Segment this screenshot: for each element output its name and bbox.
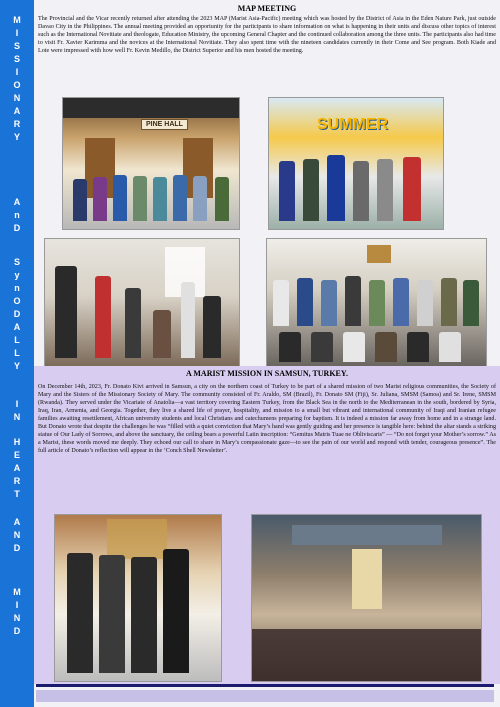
map-meeting-paragraph: The Provincial and the Vicar recently returned after attending the 2023 MAP (Marist Asia-Pacific) meeting which was hosted by the District of Asia in the Eden Nature Park, just outside Davao City in the Philippines. The annual meeting provided an opportunity for the participants to share information on what is happening in their units and discuss other topics of interest such as the International Novitiate and theologate, Education Ministry, the upcoming General Chapter and the continued collaboration among the three units. The participants also had time to visit Fr. Xavier Karimma and the novices at the International Novitiate. They also spent time with the nineteen candidates currently in their Come and See program. Both Kiade and Lote were impressed with how well Fr. Kevin Medillo, the District Superior and his men hosted the meeting. <box>38 16 496 54</box>
sidebar-letter: E <box>13 450 20 460</box>
sidebar-word-vertical <box>0 398 34 424</box>
sidebar-word-vertical <box>0 586 34 638</box>
photo-community-four <box>54 514 222 682</box>
sidebar-word-heart <box>0 436 34 501</box>
sidebar-word-vertical <box>0 14 34 144</box>
sidebar-letter: D <box>13 223 21 233</box>
footer-band <box>36 690 494 702</box>
sidebar-letter: D <box>13 626 21 636</box>
sidebar-banner <box>0 0 36 707</box>
sidebar-letter: A <box>13 463 21 473</box>
sidebar-letter: M <box>13 587 21 597</box>
sidebar-letter: O <box>13 296 21 306</box>
sidebar-letter: I <box>15 600 19 610</box>
photo-church-congregation <box>251 514 482 682</box>
sidebar-letter: D <box>13 543 21 553</box>
photo-pine-hall-group <box>62 97 240 230</box>
sidebar-word-vertical <box>0 196 34 235</box>
sidebar-letter: I <box>15 399 19 409</box>
sidebar-word-vertical <box>0 256 34 373</box>
sidebar-letter: I <box>15 28 19 38</box>
footer-divider <box>36 684 494 687</box>
summer-sign: SUMMER <box>317 116 389 133</box>
mission-samsun-section <box>38 369 496 455</box>
sidebar-letter: R <box>13 476 21 486</box>
sidebar-word-vertical <box>0 516 34 555</box>
sidebar-letter: N <box>13 93 21 103</box>
sidebar-letter: M <box>13 15 21 25</box>
sidebar-letter: H <box>13 437 21 447</box>
sidebar-letter: S <box>13 54 20 64</box>
sidebar-letter: N <box>13 412 21 422</box>
sidebar-word-missionary <box>0 14 34 144</box>
sidebar-letter: A <box>13 322 21 332</box>
sidebar-letter: I <box>15 67 19 77</box>
sidebar-word-vertical <box>0 436 34 501</box>
sidebar-letter: S <box>13 257 20 267</box>
sidebar-letter: D <box>13 309 21 319</box>
sidebar-letter: R <box>13 119 21 129</box>
sidebar-letter: y <box>14 270 20 280</box>
sidebar-letter: A <box>13 517 21 527</box>
mission-samsun-paragraph: On December 14th, 2023, Fr. Donato Kivi arrived in Samsun, a city on the northern coast of Turkey to be part of a shared mission of two Marist religious communities, the Society of Mary and the Sisters of the Missionary Society of Mary. The community consisted of Fr. Araldo, SM (Brazil), Fr. Donato SM (Fiji), Sr. Juliana, SMSM (Samoa) and Sr. Irene, SMSM (Rwanda). They served under the Vicariate of Anatolia—a vast territory covering Eastern Turkey, from the Black Sea in the north to the Mediterranean in the south, bordered by Syria, Iraq, Iran, Armenia, and Georgia. Together, they live a shared life of prayer, hospitality, and mission to a small but vibrant and international community of Iraqi and Iranian refugee families awaiting resettlement, African university students and local Christians and catechumens preparing for baptism. It is indeed a mission far away from home and in a strange land. But Donato wrote that despite the challenges he was “filled with a quiet conviction that Mary’s hand was gently guiding and her presence is tangible here: behind the altar stands a striking statue of Our Lady of Sorrows, and above the sanctuary, the ceiling bears a powerful Latin inscription: “Gemitus Matris Tuae ne Obliviscaris” — “Do not forget your Mother’s sorrow.” As a Marist, these words moved me deeply. They echoed our call to share in Mary’s compassionate gaze—to see the pain of our world and respond with tender, courageous presence”. The full article of Donato’s reflection will appear in the ‘Conch Shell Newsletter’. <box>38 384 496 454</box>
sidebar-word-synodally <box>0 256 34 373</box>
pine-hall-sign: PINE HALL <box>141 119 188 130</box>
sidebar-letter: n <box>14 283 20 293</box>
sidebar-letter: A <box>13 197 21 207</box>
sidebar-word-in <box>0 398 34 424</box>
section-title-mission-samsun: A MARIST MISSION IN SAMSUN, TURKEY. <box>186 369 348 378</box>
sidebar-letter: S <box>13 41 20 51</box>
sidebar-letter: N <box>13 613 21 623</box>
sidebar-word-and-2 <box>0 516 34 555</box>
sidebar-letter: Y <box>13 132 20 142</box>
photo-summer-group <box>268 97 444 230</box>
sidebar-letter: n <box>14 210 20 220</box>
sidebar-letter: O <box>13 80 21 90</box>
sidebar-letter: T <box>14 489 20 499</box>
photo-candidates-group <box>266 238 487 367</box>
sidebar-letter: A <box>13 106 21 116</box>
sidebar-letter: L <box>14 335 20 345</box>
sidebar-letter: L <box>14 348 20 358</box>
sidebar-word-mind <box>0 586 34 638</box>
section-title-map-meeting: MAP MEETING <box>237 4 297 13</box>
photo-guitar-gathering <box>44 238 240 367</box>
sidebar-letter: N <box>13 530 21 540</box>
map-meeting-section <box>38 4 496 55</box>
sidebar-letter: Y <box>13 361 20 371</box>
sidebar-word-and-1 <box>0 196 34 235</box>
